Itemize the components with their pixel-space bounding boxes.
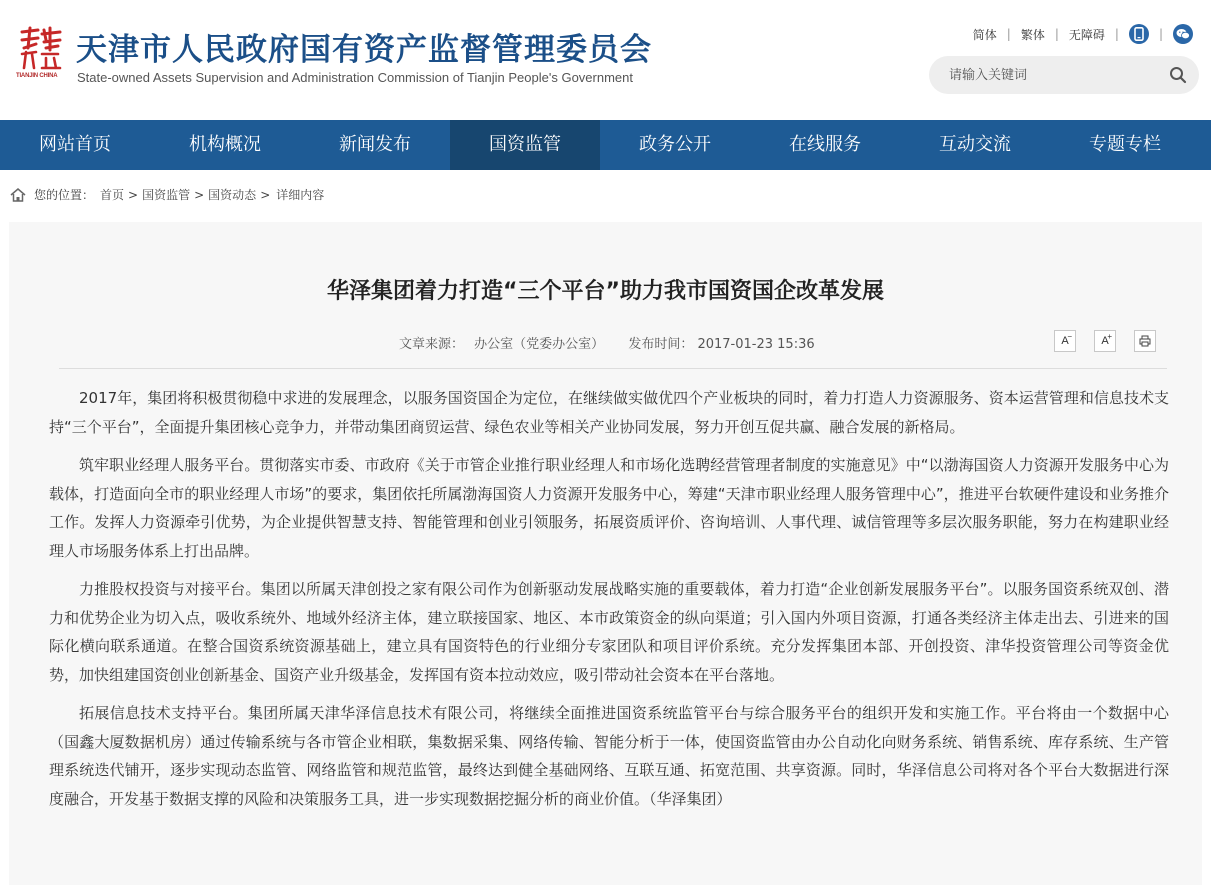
search-input[interactable] xyxy=(949,65,1149,85)
simplified-chinese-link[interactable]: 简体 xyxy=(972,27,997,42)
search-box xyxy=(929,56,1199,94)
nav-special-topics[interactable]: 专题专栏 xyxy=(1089,134,1161,155)
main-nav xyxy=(0,120,1211,170)
separator: | xyxy=(1006,27,1011,41)
nav-interaction[interactable]: 互动交流 xyxy=(939,134,1011,155)
paragraph: 筑牢职业经理人服务平台。贯彻落实市委、市政府《关于市管企业推行职业经理人和市场化选聘经营管理者制度的实施意见》中“以渤海国资人力资源开发服务中心为载体，打造面向全市的职业经理人市场”的要求，集团依托所属渤海国资人力资源开发服务中心，筹建“天津市职业经理人服务管理中心”，推进平台软硬件建设和业务推介工作。发挥人力资源牵引优势，为企业提供智慧支持、智能管理和创业引领服务，拓展资质评价、咨询培训、人事代理、诚信管理等多层次服务职能，努力在构建职业经理人市场服务体系上打出品牌。 xyxy=(49,456,1169,560)
nav-news[interactable]: 新闻发布 xyxy=(339,134,411,155)
nav-supervision[interactable]: 国资监管 xyxy=(450,120,600,170)
font-smaller-button[interactable]: A − xyxy=(1054,330,1076,352)
mobile-icon[interactable] xyxy=(1129,24,1149,44)
breadcrumb-dynamics[interactable]: 国资动态 xyxy=(208,188,257,202)
paragraph: 拓展信息技术支持平台。集团所属天津华泽信息技术有限公司，将继续全面推进国资系统监管平台与综合服务平台的组织开发和实施工作。平台将由一个数据中心（国鑫大厦数据机房）通过传输系统与各市管企业相联，集数据采集、网络传输、智能分析于一体，使国资监管由办公自动化向财务系统、销售系统、库存系统、生产管理系统迭代铺开，逐步实现动态监管、网络监管和规范监管，最终达到健全基础网络、互联互通、拓宽范围、共享资源。同时，华泽信息公司将对各个平台大数据进行深度融合，开发基于数据支撑的风险和决策服务工具，进一步实现数据挖掘分析的商业价值。（华泽集团） xyxy=(49,704,1169,808)
site-header xyxy=(0,0,1211,120)
traditional-chinese-link[interactable]: 繁体 xyxy=(1020,27,1045,42)
breadcrumb-current: 详细内容 xyxy=(276,188,325,202)
breadcrumb-separator: > xyxy=(260,187,271,202)
logo-caption: TIANJIN CHINA xyxy=(16,73,58,79)
home-icon xyxy=(10,188,26,202)
tianjin-logo[interactable] xyxy=(16,24,64,80)
separator: | xyxy=(1054,27,1059,41)
breadcrumb-separator: > xyxy=(128,187,139,202)
breadcrumb-separator: > xyxy=(194,187,205,202)
divider xyxy=(59,368,1167,369)
nav-government-affairs[interactable]: 政务公开 xyxy=(639,134,711,155)
breadcrumb-home[interactable]: 首页 xyxy=(100,188,125,202)
breadcrumb-supervision[interactable]: 国资监管 xyxy=(142,188,191,202)
top-links xyxy=(973,24,1193,44)
font-larger-button[interactable]: A + xyxy=(1094,330,1116,352)
source-label: 文章来源： xyxy=(399,337,465,352)
article-title: 华泽集团着力打造“三个平台”助力我市国资国企改革发展 xyxy=(327,279,884,304)
separator: | xyxy=(1114,27,1119,41)
nav-organization[interactable]: 机构概况 xyxy=(189,134,261,155)
source-value: 办公室（党委办公室） xyxy=(474,337,605,352)
breadcrumb-prefix: 您的位置： xyxy=(34,188,95,202)
date-label: 发布时间： xyxy=(628,337,694,352)
article-container xyxy=(9,222,1202,885)
article-body xyxy=(49,384,1169,823)
print-button[interactable] xyxy=(1134,330,1156,352)
article-tools xyxy=(1054,330,1156,352)
accessibility-link[interactable]: 无障碍 xyxy=(1068,27,1105,42)
wechat-icon[interactable] xyxy=(1173,24,1193,44)
nav-online-services[interactable]: 在线服务 xyxy=(789,134,861,155)
nav-home[interactable]: 网站首页 xyxy=(39,134,111,155)
site-title[interactable]: 天津市人民政府国有资产监督管理委员会 xyxy=(76,32,652,68)
print-icon xyxy=(1139,335,1151,347)
article-meta xyxy=(399,333,815,352)
site-subtitle: State-owned Assets Supervision and Administration Commission of Tianjin People's Government xyxy=(77,70,633,85)
breadcrumb xyxy=(10,186,324,203)
paragraph: 2017年，集团将积极贯彻稳中求进的发展理念，以服务国资国企为定位，在继续做实做优四个产业板块的同时，着力打造人力资源服务、资本运营管理和信息技术支持“三个平台”，全面提升集团核心竞争力，并带动集团商贸运营、绿色农业等相关产业协同发展，努力开创互促共赢、融合发展的新格局。 xyxy=(49,389,1169,436)
date-value: 2017-01-23 15:36 xyxy=(697,337,815,352)
separator: | xyxy=(1158,27,1163,41)
search-icon[interactable] xyxy=(1169,66,1187,84)
paragraph: 力推股权投资与对接平台。集团以所属天津创投之家有限公司作为创新驱动发展战略实施的重要载体，着力打造“企业创新发展服务平台”。以服务国资系统双创、潜力和优势企业为切入点，吸收系统外、地域外经济主体，建立联接国家、地区、本市政策资金的纵向渠道；引入国内外项目资源，打通各类经济主体走出去、引进来的国际化横向联系通道。在整合国资系统资源基础上，建立具有国资特色的行业细分专家团队和项目评价系统。充分发挥集团本部、开创投资、津华投资管理公司等资金优势，加快组建国资创业创新基金、国资产业升级基金，发挥国有资本拉动效应，吸引带动社会资本在平台落地。 xyxy=(49,580,1169,684)
